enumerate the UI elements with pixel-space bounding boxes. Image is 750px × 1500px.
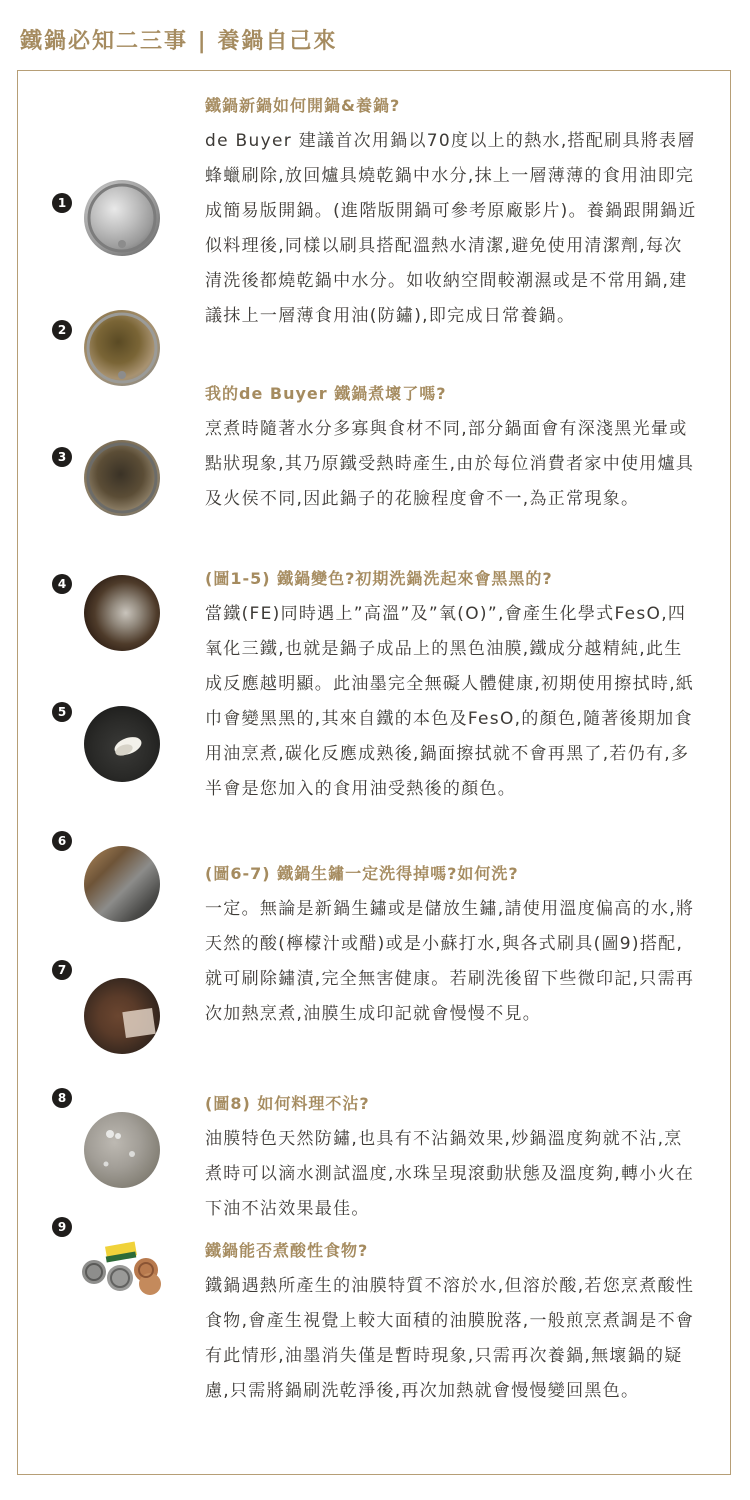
section-non-stick [205,1090,700,1227]
page-title: 鐵鍋必知二三事 | 養鍋自己來 [20,29,338,54]
rust-stain-photo [84,978,160,1054]
section-new-pan-seasoning [205,92,700,334]
new-pan-photo [84,180,160,256]
section-body: 當鐵(FE)同時遇上”高溫”及”氧(O)”,會產生化學式FesO,四氧化三鐵,也就是鍋子成品上的黑色油膜,鐵成分越精純,此生成反應越明顯。此油墨完全無礙人體健康,初期使用擦拭時,紙巾會變黑黑的,其來自鐵的本色及FesO,的顏色,隨著後期加食用油烹煮,碳化反應成熟後,鍋面擦拭就不會再黑了,若仍有,多半會是您加入的食用油受熱後的顏色。 [205,604,695,799]
rusty-pan-photo [84,846,160,922]
wiping-pan-photo [84,706,160,782]
section-title: 我的de Buyer 鐵鍋煮壞了嗎? [205,384,447,403]
figure-badge-2: 2 [52,320,72,340]
pan-interior-photo [84,575,160,651]
section-body: 一定。無論是新鍋生鏽或是儲放生鏽,請使用溫度偏高的水,將天然的酸(檸檬汁或醋)或是小蘇打水,與各式刷具(圖9)搭配,就可刷除鏽漬,完全無害健康。若刷洗後留下些微印記,只需再次加熱烹煮,油膜生成印記就會慢慢不見。 [205,899,695,1024]
section-pan-damaged [205,380,700,517]
section-title: 鐵鍋能否煮酸性食物? [205,1241,369,1260]
section-body: 烹煮時隨著水分多寡與食材不同,部分鍋面會有深淺黑光暈或點狀現象,其乃原鐵受熱時產生,由於每位消費者家中使用爐具及火侯不同,因此鍋子的花臉程度會不一,為正常現象。 [205,419,695,509]
figure-badge-8: 8 [52,1088,72,1108]
scrubbers-photo [76,1240,170,1298]
section-body: 油膜特色天然防鏽,也具有不沾鍋效果,炒鍋溫度夠就不沾,烹煮時可以滴水測試溫度,水珠呈現滾動狀態及溫度夠,轉小火在下油不沾效果最佳。 [205,1129,695,1219]
figure-badge-6: 6 [52,831,72,851]
figure-badge-7: 7 [52,960,72,980]
water-drop-test-photo [84,1112,160,1188]
seasoned-pan-photo [84,310,160,386]
section-rust-cleaning [205,860,700,1032]
figure-badge-4: 4 [52,574,72,594]
section-body: de Buyer 建議首次用鍋以70度以上的熱水,搭配刷具將表層蜂蠟刷除,放回爐具燒乾鍋中水分,抹上一層薄薄的食用油即完成簡易版開鍋。(進階版開鍋可參考原廠影片)。養鍋跟開鍋近似料理後,同樣以刷具搭配溫熱水清潔,避免使用清潔劑,每次清洗後都燒乾鍋中水分。如收納空間較潮濕或是不常用鍋,建議抹上一層薄食用油(防鏽),即完成日常養鍋。 [205,131,697,326]
section-acidic-food [205,1237,700,1409]
figure-badge-1: 1 [52,193,72,213]
section-title: (圖1-5) 鐵鍋變色?初期洗鍋洗起來會黑黑的? [205,569,553,588]
section-body: 鐵鍋遇熱所產生的油膜特質不溶於水,但溶於酸,若您烹煮酸性食物,會產生視覺上較大面積的油膜脫落,一般煎烹煮調是不會有此情形,油墨消失僅是暫時現象,只需再次養鍋,無壞鍋的疑慮,只需將鍋刷洗乾淨後,再次加熱就會慢慢變回黑色。 [205,1276,695,1401]
section-title: (圖8) 如何料理不沾? [205,1094,370,1113]
figure-badge-9: 9 [52,1217,72,1237]
section-title: (圖6-7) 鐵鍋生鏽一定洗得掉嗎?如何洗? [205,864,519,883]
figure-badge-5: 5 [52,702,72,722]
section-title: 鐵鍋新鍋如何開鍋&養鍋? [205,96,401,115]
section-discoloration [205,565,700,807]
darkened-pan-photo [84,440,160,516]
figure-badge-3: 3 [52,447,72,467]
